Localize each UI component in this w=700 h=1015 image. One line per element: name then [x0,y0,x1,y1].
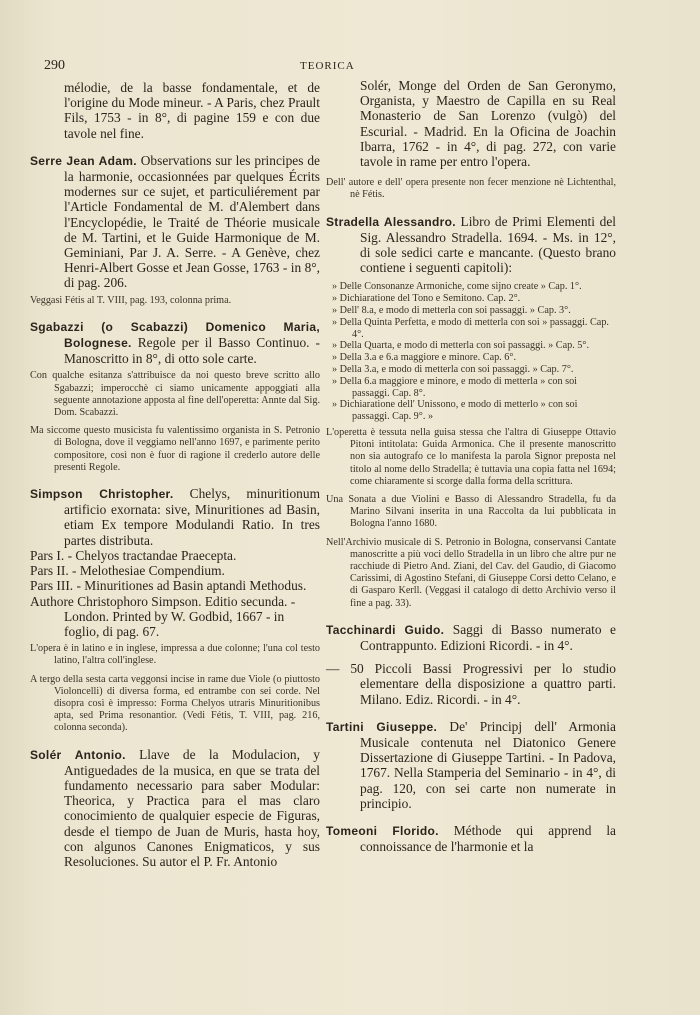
entry-heading: Solér Antonio. [30,747,126,762]
entry-heading: Tomeoni Florido. [326,824,439,839]
entry-heading: Sgabazzi (o Scabazzi) Domenico Maria, Bolognese. [30,319,320,351]
chapter-item: » Della Quarta, e modo di metterla con soi passaggi. » Cap. 5°. [332,340,590,352]
entry-tacchinardi [326,622,616,707]
entry-soler [30,747,320,870]
entry-note: Nell'Archivio musicale di S. Petronio in Bologna, conservansi Cantate manoscritte a più voci dello Stradella in un libro che altre pur ne racchiude di Pietro And. Ziani, del Cav. del Gaudio, di Giacomo Carissimi, di Agostino Stefani, di Giuseppe Corsi detto Celano, e di Gasparo Kerll. (Veggasi il catalogo di detto Archivio verso il fine a pag. 33). [326,536,616,609]
entry-heading: Tacchinardi Guido. [326,622,445,637]
right-column [326,78,616,866]
entry-text: Llave de la Modulacion, y Antiguedades de la musica, en que se trata del fundamento necessario para saber Modular: Theorica, y Practica para el mas claro conocimiento de qualquier especie de Figuras, desde el tiempo de Juan de Muris, hasta hoy, con algunos Canones Enigmaticos, y sus Resoluciones. Su autor el P. Fr. Antonio [64,746,320,869]
author-line: Authore Christophoro Simpson. Editio secunda. - London. Printed by W. Godbid, 1667 - in foglio, di pag. 67. [30,593,296,639]
entry-serre [30,153,320,307]
entry-note: Ma siccome questo musicista fu valentissimo organista in S. Petronio di Bologna, dove il veggiamo nell'anno 1697, e parimente perito compositore, così non è fuor di ragione il crederlo autore delle presenti Regole. [30,425,320,473]
entry-heading: Tartini Giuseppe. [326,719,438,734]
entry-text: Libro de Primi Elementi del Sig. Alessandro Stradella. 1694. - Ms. in 12°, di sole sedici carte e mancante. (Questo brano contiene i seguenti capitoli): [360,213,616,276]
entry-tartini [326,719,616,811]
continued-entry-text: mélodie, de la basse fondamentale, et de l'origine du Mode mineur. - A Paris, chez Prault Fils, 1753 - in 8°, di pagine 159 e con due tavole nel fine. [64,80,320,141]
entry-note: L'operetta è tessuta nella guisa stessa che l'altra di Giuseppe Ottavio Pitoni intitolata: Guida Armonica. Che il presente manoscritto non sia autografo ce lo manifesta la parola Signor preposta nel titolo al nome dello Stradella; è tuttavia una copia fatta nel 1694; come chiaramente si scorge dalla forma della scrittura. [326,427,616,487]
entry-text: Chelys, minuritionum artificio exornata: sive, Minuritiones ad Basin, etiam Ex tempore Modulandi Ratio. In tres partes distributa. [64,486,320,548]
chapter-item: » Della Quinta Perfetta, e modo di metterla con soi » passaggi. Cap. 4°. [332,316,609,340]
chapter-item: » Della 3.a, e modo di metterla con soi passaggi. » Cap. 7°. [332,364,574,376]
continued-entry-text: Solér, Monge del Orden de San Geronymo, Organista, y Maestro de Capilla en su Real Monasterio de San Lorenzo (vulgò) del Escurial. - Madrid. En la Oficina de Joachin Ibarra, 1762 - in 4°, di pag. 272, con varie tavole in rame per entro l'opera. [360,78,616,170]
chapter-item: » Della 3.a e 6.a maggiore e minore. Cap. 6°. [332,352,516,364]
entry-sgabazzi [30,319,320,474]
chapter-item: » Dichiaratione del Tono e Semitono. Cap. 2°. [332,293,521,305]
entry-text: De' Principj dell' Armonia Musicale contenuta nel Diatonico Genere Dissertazione di Giuseppe Tartini. - In Padova, 1767. Nella Stamperia del Seminario - in 4°, di pag. 120, con sei carte non numerate in principio. [360,718,616,811]
entry-text: — 50 Piccoli Bassi Progressivi per lo studio elementare della disposizione a quattro parti. Milano. Ediz. Ricordi. - in 4°. [326,661,616,707]
entry-note: Una Sonata a due Violini e Basso di Alessandro Stradella, fu da Marino Silvani inserita in una Raccolta da lui pubblicata in Bologna l'anno 1680. [326,494,616,530]
chapter-item: » Dell' 8.a, e modo di metterla con soi passaggi. » Cap. 3°. [332,305,571,317]
entry-note: Dell' autore e dell' opera presente non fecer menzione nè Lichtenthal, nè Fétis. [326,177,616,201]
entry-note: L'opera è in latino e in inglese, impressa a due colonne; l'una col testo latino, l'altra coll'inglese. [30,643,320,667]
entry-simpson [30,486,320,734]
part-line: Pars III. - Minuritiones ad Basin aptandi Methodus. [30,578,307,594]
page-number: 290 [44,58,65,73]
entry-note: Con qualche esitanza s'attribuisce da noi questo breve scritto allo Sgabazzi; imperocchè ci siamo unicamente appoggiati alla seguente annotazione apposta al fine dell'operetta: Annte dal Sig. Dom. Scabazzi. [30,370,320,419]
left-column [30,80,320,881]
entry-tomeoni [326,823,616,854]
chapter-item: » Delle Consonanze Armoniche, come sijno create » Cap. 1°. [332,281,582,293]
entry-heading: Stradella Alessandro. [326,214,456,229]
chapter-item: » Della 6.a maggiore e minore, e modo di metterla » con soi passaggi. Cap. 8°. [332,375,577,399]
entry-text: Observations sur les principes de la harmonie, occasionnées par quelques Écrits modernes sur ce sujet, et particuliérement par l'Article Fondamental de M. d'Alembert dans l'Encyclopédie, le Traité de Théorie musicale de M. Tartini, et le Guide Harmonique de M. Geminiani, Par J. A. Serre. - A Genève, chez Henri-Albert Gosse et Jean Gosse, 1763 - in 8°, di pag. 206. [64,152,320,291]
entry-text: Saggi di Basso numerato e Contrappunto. Edizioni Ricordi. - in 4°. [360,621,616,654]
entry-heading: Simpson Christopher. [30,487,174,502]
entry-heading: Serre Jean Adam. [30,153,137,168]
chapter-item: » Dichiaratione dell' Unissono, e modo di metterlo » con soi passaggi. Cap. 9°. » [332,399,578,423]
part-line: Pars I. - Chelyos tractandae Praecepta. [30,547,237,563]
running-header [0,58,700,78]
chapter-list [326,281,616,423]
running-title: TEORICA [300,60,355,72]
entry-note: A tergo della sesta carta veggonsi incise in rame due Viole (o piuttosto Violoncelli) di diversa forma, ed entrambe con sei corde. Nel disopra così è impresso: Forma Chelyos utraris Minuritionibus apta, sed Prima resonantior. (Vedi Fétis, T. VIII, pag. 216, colonna seconda). [30,673,320,734]
entry-text: Méthode qui apprend la connoissance de l'harmonie et la [360,823,616,855]
part-line: Pars II. - Melothesiae Compendium. [30,563,225,579]
entry-text: Regole per il Basso Continuo. - Manoscritto in 8°, di otto sole carte. [64,335,320,367]
entry-note: Veggasi Fétis al T. VIII, pag. 193, colonna prima. [30,294,232,306]
entry-stradella [326,214,616,610]
